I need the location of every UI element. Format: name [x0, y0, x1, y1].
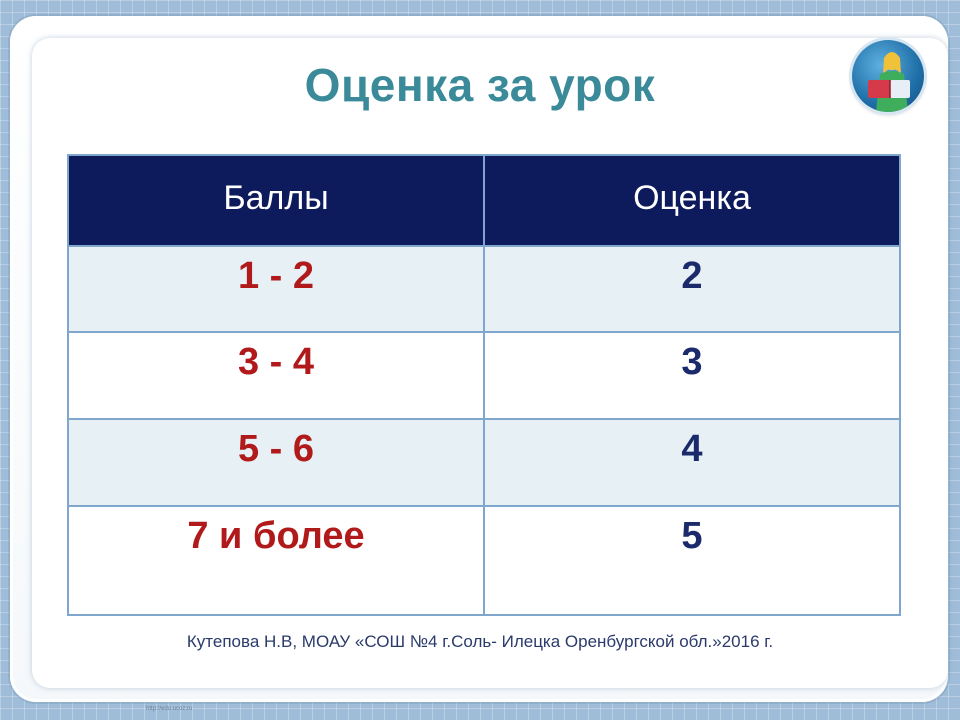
- logo-drawing: [852, 40, 924, 112]
- grade-cell: 3: [484, 332, 900, 419]
- source-url: http://edu.ucoz.ru: [146, 706, 193, 712]
- score-cell: 5 - 6: [68, 419, 484, 506]
- table-row: [68, 246, 900, 332]
- grade-cell: 5: [484, 506, 900, 615]
- grade-cell: 2: [484, 246, 900, 332]
- table-row: [68, 419, 900, 506]
- table-row: [68, 332, 900, 419]
- score-cell: 7 и более: [68, 506, 484, 615]
- table-row: [68, 506, 900, 615]
- header-score: Баллы: [68, 155, 484, 246]
- score-cell: 1 - 2: [68, 246, 484, 332]
- table-header-row: [68, 155, 900, 246]
- header-grade: Оценка: [484, 155, 900, 246]
- score-cell: 3 - 4: [68, 332, 484, 419]
- grading-table: [67, 154, 901, 616]
- author-footer: Кутепова Н.В, МОАУ «СОШ №4 г.Соль- Илецка Оренбургской обл.»2016 г.: [186, 632, 774, 651]
- reading-girl-logo-icon: [852, 40, 924, 112]
- grade-cell: 4: [484, 419, 900, 506]
- slide-title: Оценка за урок: [304, 59, 656, 111]
